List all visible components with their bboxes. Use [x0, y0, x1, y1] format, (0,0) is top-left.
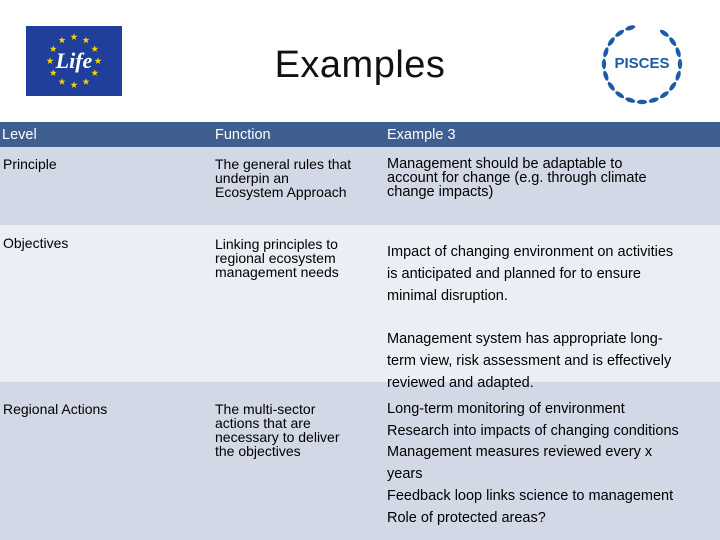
example-line: term view, risk assessment and is effectively [387, 353, 672, 369]
example-line: Role of protected areas? [387, 509, 546, 526]
fish-icon [614, 90, 625, 100]
function-line: underpin an [215, 170, 289, 186]
eu-logo-text: Life [55, 48, 93, 73]
pisces-logo [596, 18, 688, 110]
fish-icon [602, 59, 606, 69]
example-line: Research into impacts of changing conditions [387, 422, 679, 439]
page-title: Examples [274, 44, 446, 86]
examples-table [0, 122, 720, 540]
fish-icon [659, 90, 670, 100]
fish-icon [668, 36, 678, 47]
example-line: is anticipated and planned for to ensure [387, 266, 641, 282]
fish-icon [674, 47, 681, 58]
example-line: Management system has appropriate long- [387, 331, 663, 347]
example-cell [383, 225, 720, 394]
example-cell [383, 382, 720, 540]
fish-icon [606, 36, 616, 47]
table-row-objectives [0, 225, 720, 391]
fish-icon [625, 24, 636, 31]
function-line: necessary to deliver [215, 429, 340, 445]
pisces-logo-text: PISCES [614, 55, 670, 72]
example-cell [383, 147, 720, 225]
function-line: regional ecosystem [215, 250, 336, 266]
table-row-principle [0, 147, 720, 225]
example-line: change impacts) [387, 184, 494, 200]
fish-icon [678, 59, 682, 69]
function-line: actions that are [215, 415, 311, 431]
example-line: years [387, 466, 423, 483]
function-cell [210, 225, 383, 394]
fish-icon [668, 81, 678, 92]
fish-icon [648, 96, 659, 103]
fish-icon [602, 47, 609, 58]
example-line: account for change (e.g. through climate [387, 170, 647, 186]
example-line: Long-term monitoring of environment [387, 401, 625, 417]
fish-icon [606, 81, 616, 92]
function-line: The multi-sector [215, 401, 316, 417]
fish-icon [625, 96, 636, 103]
fish-icon [637, 100, 647, 104]
example-line: Management measures reviewed every x [387, 444, 653, 461]
pisces-fish-ring-icon [596, 18, 688, 110]
function-cell [210, 382, 383, 540]
table-row-regional-actions [0, 382, 720, 540]
fish-icon [674, 70, 681, 81]
function-line: Linking principles to [215, 236, 338, 252]
function-line: the objectives [215, 443, 301, 459]
function-line: management needs [215, 264, 339, 280]
example-line: minimal disruption. [387, 288, 508, 304]
function-cell [210, 147, 383, 225]
level-cell: Objectives [3, 235, 69, 251]
table-header-row [0, 122, 720, 147]
example-line: Impact of changing environment on activities [387, 244, 674, 260]
example-paragraph [387, 241, 716, 307]
level-cell: Principle [3, 156, 57, 172]
fish-icon [614, 28, 625, 38]
example-line: reviewed and adapted. [387, 375, 534, 391]
fish-icon [659, 28, 670, 38]
column-header-function: Function [215, 127, 271, 143]
example-line: Management should be adaptable to [387, 156, 623, 172]
fish-icon [602, 70, 609, 81]
example-line: Feedback loop links science to management [387, 487, 674, 504]
function-line: The general rules that [215, 156, 352, 172]
function-line: Ecosystem Approach [215, 184, 347, 200]
level-cell: Regional Actions [3, 401, 108, 417]
column-header-level: Level [2, 127, 37, 143]
column-header-example: Example 3 [387, 127, 456, 143]
